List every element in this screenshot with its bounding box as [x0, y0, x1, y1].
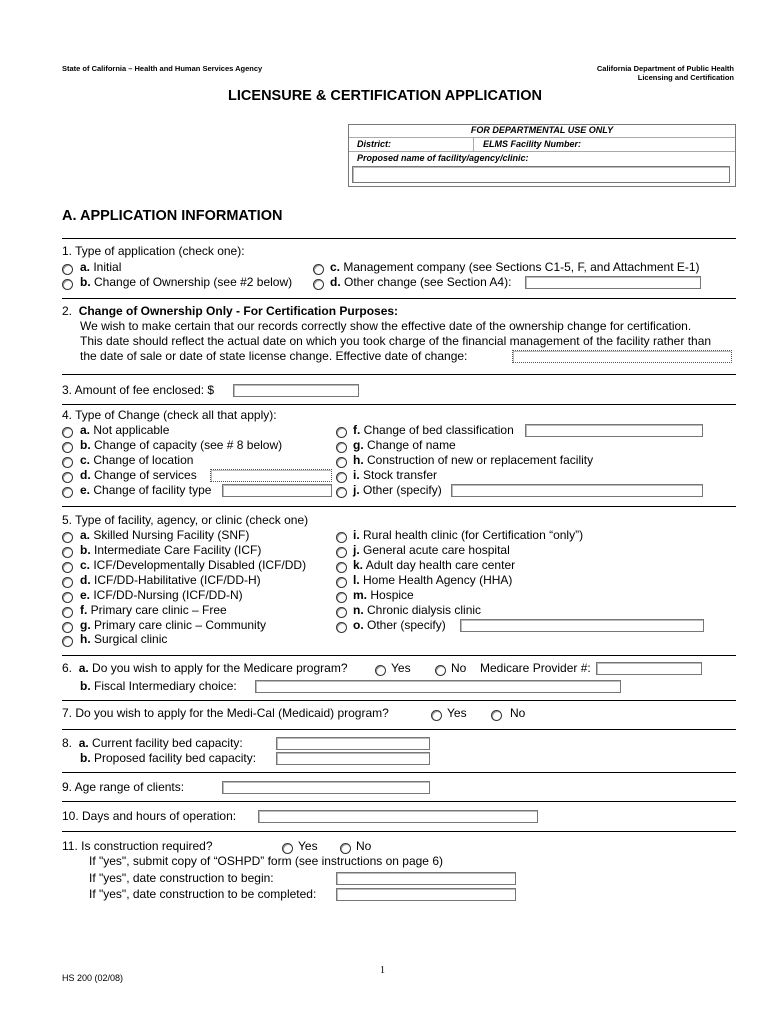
change-services-input[interactable]	[210, 469, 332, 482]
q2-line3: the date of sale or date of state license change. Effective date of change:	[80, 349, 468, 363]
q4-option-b: b. Change of capacity (see # 8 below)	[80, 438, 283, 452]
q7-question: 7. Do you wish to apply for the Medi-Cal (Medicaid) program?	[62, 706, 389, 720]
q4-d-checkbox[interactable]	[62, 472, 73, 483]
section-a-title: A. APPLICATION INFORMATION	[62, 208, 283, 224]
construction-yes-label: Yes	[298, 839, 318, 853]
form-id: HS 200 (02/08)	[62, 973, 124, 983]
q4-e-checkbox[interactable]	[62, 487, 73, 498]
divider	[62, 655, 736, 656]
bed-classification-input[interactable]	[525, 424, 703, 437]
department-name: California Department of Public Health	[596, 64, 734, 73]
q4-question: 4. Type of Change (check all that apply):	[62, 408, 277, 422]
q5-h-radio[interactable]	[62, 636, 73, 647]
proposed-name-input[interactable]	[352, 166, 730, 183]
q4-option-a: a. Not applicable	[80, 423, 170, 437]
q5-option-m: m. Hospice	[353, 588, 414, 602]
q5-option-a: a. Skilled Nursing Facility (SNF)	[80, 528, 250, 542]
q4-option-f: f. Change of bed classification	[353, 423, 514, 437]
medical-yes-label: Yes	[447, 706, 467, 720]
q10-label: 10. Days and hours of operation:	[62, 809, 237, 823]
q5-a-radio[interactable]	[62, 532, 73, 543]
current-bed-capacity-input[interactable]	[276, 737, 430, 750]
q4-option-i: i. Stock transfer	[353, 468, 438, 482]
construction-yes-radio[interactable]	[282, 843, 293, 854]
q11-oshpd-instruction: If "yes", submit copy of “OSHPD” form (see instructions on page 6)	[89, 854, 443, 868]
divider	[62, 506, 736, 507]
q5-k-radio[interactable]	[336, 562, 347, 573]
divider	[62, 831, 736, 832]
departmental-use-box	[348, 124, 736, 187]
q5-option-b: b. Intermediate Care Facility (ICF)	[80, 543, 262, 557]
q5-f-radio[interactable]	[62, 607, 73, 618]
q2-line1: We wish to make certain that our records correctly show the effective date of the ownership change for certification.	[80, 319, 692, 333]
q4-j-checkbox[interactable]	[336, 487, 347, 498]
q1-question: 1. Type of application (check one):	[62, 244, 245, 258]
q4-option-g: g. Change of name	[353, 438, 456, 452]
q6-row-a: 6. a. Do you wish to apply for the Medicare program?	[62, 661, 348, 675]
q5-option-o: o. Other (specify)	[353, 618, 446, 632]
q5-o-radio[interactable]	[336, 622, 347, 633]
q1-other-change-input[interactable]	[525, 276, 701, 289]
q5-option-h: h. Surgical clinic	[80, 632, 168, 646]
divider	[62, 374, 736, 375]
q1-option-c: c. Management company (see Sections C1-5, F, and Attachment E-1)	[330, 260, 700, 274]
q4-c-checkbox[interactable]	[62, 457, 73, 468]
medicare-yes-radio[interactable]	[375, 665, 386, 676]
construction-no-label: No	[356, 839, 372, 853]
divider	[62, 772, 736, 773]
medicare-provider-input[interactable]	[596, 662, 702, 675]
q2-heading: 2. Change of Ownership Only - For Certification Purposes:	[62, 304, 399, 318]
q5-l-radio[interactable]	[336, 577, 347, 588]
q5-c-radio[interactable]	[62, 562, 73, 573]
q4-option-h: h. Construction of new or replacement facility	[353, 453, 594, 467]
q5-option-n: n. Chronic dialysis clinic	[353, 603, 482, 617]
q5-option-e: e. ICF/DD-Nursing (ICF/DD-N)	[80, 588, 243, 602]
effective-date-input[interactable]	[512, 350, 732, 363]
q5-option-j: j. General acute care hospital	[353, 543, 510, 557]
medical-no-radio[interactable]	[491, 710, 502, 721]
divider	[62, 404, 736, 405]
construction-begin-input[interactable]	[336, 872, 516, 885]
q9-label: 9. Age range of clients:	[62, 780, 185, 794]
q5-option-k: k. Adult day health care center	[353, 558, 516, 572]
q4-i-checkbox[interactable]	[336, 472, 347, 483]
page-number: 1	[380, 965, 385, 976]
divider	[62, 238, 736, 239]
change-facility-type-input[interactable]	[222, 484, 332, 497]
fee-amount-input[interactable]	[233, 384, 359, 397]
q3-label: 3. Amount of fee enclosed: $	[62, 383, 215, 397]
age-range-input[interactable]	[222, 781, 430, 794]
divider	[62, 298, 736, 299]
q8-row-b: b. Proposed facility bed capacity:	[80, 751, 257, 765]
q4-b-checkbox[interactable]	[62, 442, 73, 453]
medicare-no-label: No	[451, 661, 467, 675]
medical-yes-radio[interactable]	[431, 710, 442, 721]
district-label: District:	[357, 139, 392, 149]
dept-box-heading: FOR DEPARTMENTAL USE ONLY	[349, 125, 735, 138]
q1-option-d: d. Other change (see Section A4):	[330, 275, 512, 289]
elms-label: ELMS Facility Number:	[483, 139, 582, 149]
q5-j-radio[interactable]	[336, 547, 347, 558]
divider	[62, 801, 736, 802]
q5-question: 5. Type of facility, agency, or clinic (check one)	[62, 513, 309, 527]
q5-g-radio[interactable]	[62, 622, 73, 633]
q11-question: 11. Is construction required?	[62, 839, 213, 853]
q5-m-radio[interactable]	[336, 592, 347, 603]
medical-no-label: No	[510, 706, 526, 720]
q5-option-l: l. Home Health Agency (HHA)	[353, 573, 513, 587]
q4-f-checkbox[interactable]	[336, 427, 347, 438]
q5-option-i: i. Rural health clinic (for Certification “only”)	[353, 528, 584, 542]
q4-h-checkbox[interactable]	[336, 457, 347, 468]
divider	[62, 729, 736, 730]
q5-option-d: d. ICF/DD-Habilitative (ICF/DD-H)	[80, 573, 261, 587]
other-change-specify-input[interactable]	[451, 484, 703, 497]
medicare-provider-label: Medicare Provider #:	[480, 661, 591, 675]
agency-name: State of California – Health and Human Services Agency	[62, 64, 263, 73]
q4-option-d: d. Change of services	[80, 468, 197, 482]
construction-no-radio[interactable]	[340, 843, 351, 854]
q1-change-ownership-radio[interactable]	[62, 279, 73, 290]
q6-row-b: b. Fiscal Intermediary choice:	[80, 679, 237, 693]
q4-option-j: j. Other (specify)	[353, 483, 442, 497]
q5-option-f: f. Primary care clinic – Free	[80, 603, 227, 617]
medicare-no-radio[interactable]	[435, 665, 446, 676]
q1-option-a: a. Initial	[80, 260, 122, 274]
proposed-name-label: Proposed name of facility/agency/clinic:	[357, 153, 529, 163]
form-title: LICENSURE & CERTIFICATION APPLICATION	[228, 88, 542, 104]
q5-n-radio[interactable]	[336, 607, 347, 618]
q4-g-checkbox[interactable]	[336, 442, 347, 453]
q1-management-radio[interactable]	[313, 264, 324, 275]
q5-option-c: c. ICF/Developmentally Disabled (ICF/DD)	[80, 558, 307, 572]
q5-e-radio[interactable]	[62, 592, 73, 603]
q5-option-g: g. Primary care clinic – Community	[80, 618, 267, 632]
q11-begin-label: If "yes", date construction to begin:	[89, 871, 274, 885]
other-facility-specify-input[interactable]	[460, 619, 704, 632]
q2-line2: This date should reflect the actual date on which you took charge of the financial management of the facility rather than	[80, 334, 712, 348]
division-name: Licensing and Certification	[637, 73, 734, 82]
q8-row-a: 8. a. Current facility bed capacity:	[62, 736, 243, 750]
q4-a-checkbox[interactable]	[62, 427, 73, 438]
q1-other-change-radio[interactable]	[313, 279, 324, 290]
construction-complete-input[interactable]	[336, 888, 516, 901]
medicare-yes-label: Yes	[391, 661, 411, 675]
q5-d-radio[interactable]	[62, 577, 73, 588]
q5-b-radio[interactable]	[62, 547, 73, 558]
q5-i-radio[interactable]	[336, 532, 347, 543]
proposed-bed-capacity-input[interactable]	[276, 752, 430, 765]
q11-complete-label: If "yes", date construction to be completed:	[89, 887, 317, 901]
q1-option-b: b. Change of Ownership (see #2 below)	[80, 275, 293, 289]
q4-option-e: e. Change of facility type	[80, 483, 212, 497]
fiscal-intermediary-input[interactable]	[255, 680, 621, 693]
days-hours-input[interactable]	[258, 810, 538, 823]
divider	[62, 700, 736, 701]
q4-option-c: c. Change of location	[80, 453, 194, 467]
q1-initial-radio[interactable]	[62, 264, 73, 275]
